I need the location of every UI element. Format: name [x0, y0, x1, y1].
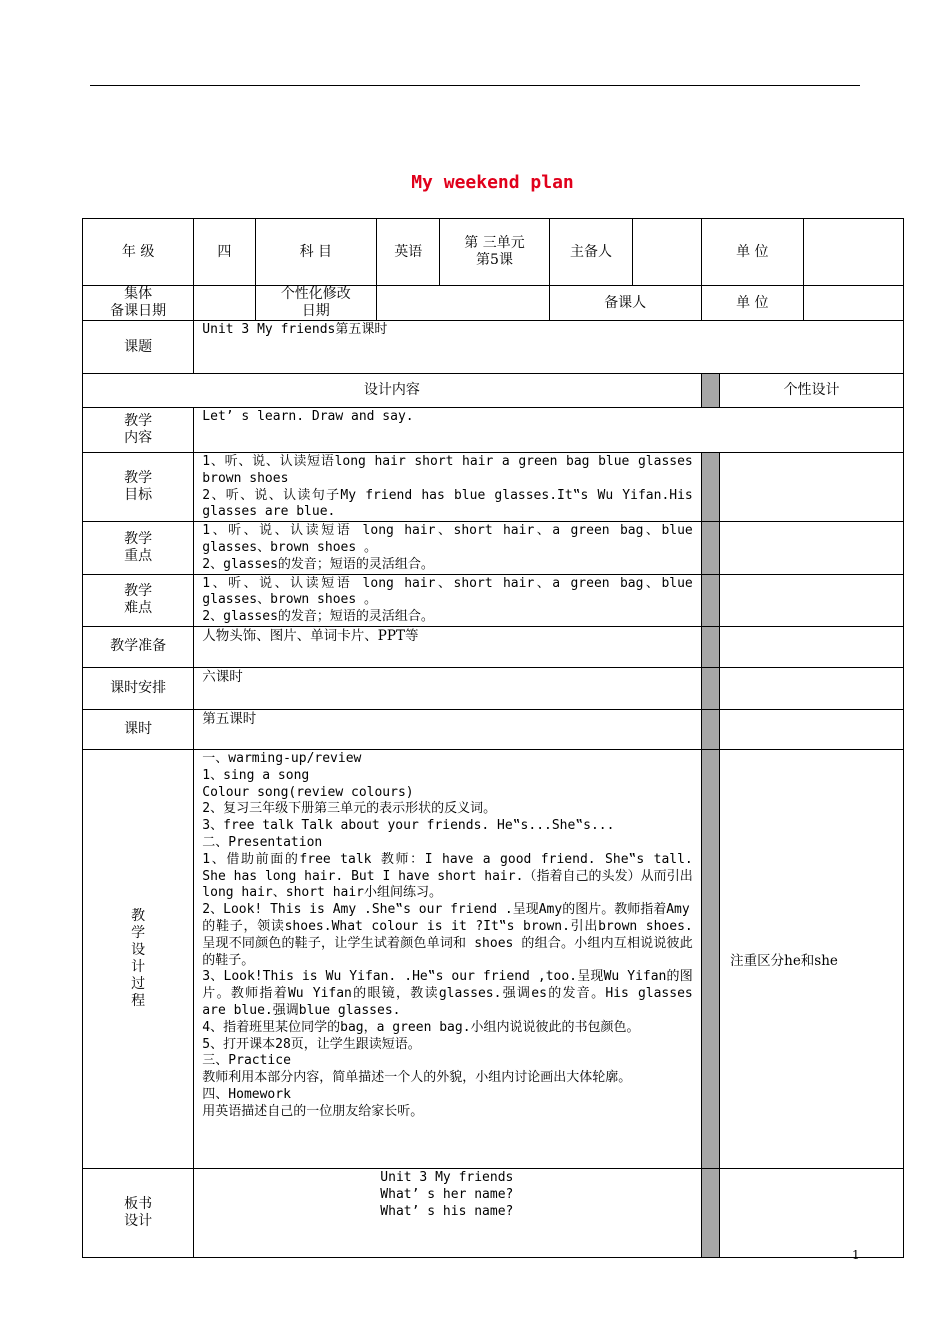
topic-row	[83, 321, 904, 374]
shaded-column	[701, 749, 719, 1168]
lesson-plan-table	[82, 218, 904, 1258]
board-row	[83, 1168, 904, 1257]
document-title: My weekend plan	[411, 172, 574, 193]
board-label	[83, 1168, 194, 1257]
board-label-line1: 板书	[124, 1195, 153, 1212]
header-row-1	[83, 219, 904, 286]
process-label-char: 设	[131, 941, 146, 958]
prep-label: 教学准备	[83, 626, 194, 667]
key-line: 1、听、说、认读短语 long hair、short hair、a green bag、blue glasses、brown shoes 。	[202, 523, 693, 555]
personal-design-header: 个性设计	[720, 374, 904, 408]
process-line: 一、warming-up/review	[202, 750, 362, 766]
prep-row	[83, 626, 904, 667]
unit-lesson-cell	[440, 219, 549, 286]
board-line: Unit 3 My friends	[380, 1169, 514, 1185]
period-text: 第五课时	[194, 709, 701, 749]
schedule-text: 六课时	[194, 667, 701, 709]
process-line: 5、打开课本28页，让学生跟读短语。	[202, 1036, 421, 1052]
process-line: 2、复习三年级下册第三单元的表示形状的反义词。	[202, 801, 497, 817]
process-line: 2、Look! This is Amy .She‟s our friend .呈现Amy的图片。教师指着Amy	[202, 902, 690, 918]
group-date-label-line1: 集体	[124, 286, 153, 302]
board-text	[194, 1168, 701, 1257]
schedule-label: 课时安排	[83, 667, 194, 709]
process-label-char: 程	[131, 992, 146, 1009]
content-text: Let’ s learn. Draw and say.	[194, 408, 904, 453]
personal-date-label	[255, 286, 377, 321]
prep-note	[720, 626, 904, 667]
process-line: 1、sing a song	[202, 767, 310, 783]
process-label	[83, 749, 194, 1168]
personal-date-value	[377, 286, 550, 321]
group-date-label	[83, 286, 194, 321]
difficult-note	[720, 574, 904, 626]
goals-label-line1: 教学	[124, 470, 153, 487]
process-line: 1、借助前面的free talk 教师：I have a good friend. She‟s tall. She has long hair. But I have short hair.（指着自己的头发）从而引出long hair、short hair小组间练习。	[202, 851, 693, 901]
process-line: 3、free talk Talk about your friends. He‟s...She‟s...	[202, 818, 615, 834]
preparer-value	[633, 219, 701, 286]
key-points-text	[194, 522, 701, 574]
process-line: 三、Practice	[202, 1053, 291, 1069]
process-line: 用英语描述自己的一位朋友给家长听。	[202, 1103, 424, 1119]
key-label-line2: 重点	[124, 547, 153, 564]
key-points-row	[83, 522, 904, 574]
unit-label: 单 位	[701, 219, 803, 286]
preparer-label: 主备人	[549, 219, 633, 286]
process-line: 的鞋子，领读shoes.What colour is it ?It‟s brown.引出brown shoes. 呈现不同颜色的鞋子，让学生试着颜色单词和 shoes 的组合。小组内互相说说彼此的鞋子。	[202, 918, 693, 968]
difficult-line: 2、glasses的发音；短语的灵活组合。	[202, 609, 434, 625]
schedule-note	[720, 667, 904, 709]
board-line: What’ s her name?	[380, 1186, 514, 1202]
key-note	[720, 522, 904, 574]
design-header-row	[83, 374, 904, 408]
process-line: Colour song(review colours)	[202, 784, 414, 800]
process-line: 四、Homework	[202, 1086, 291, 1102]
process-text	[194, 749, 701, 1168]
board-line: What’ s his name?	[380, 1203, 514, 1219]
process-label-char: 过	[131, 975, 146, 992]
prep-text: 人物头饰、图片、单词卡片、PPT等	[194, 626, 701, 667]
unit-label-2: 单 位	[701, 286, 803, 321]
process-label-char: 计	[131, 958, 146, 975]
process-line: 教师利用本部分内容，简单描述一个人的外貌，小组内讨论画出大体轮廓。	[202, 1070, 632, 1086]
period-note	[720, 709, 904, 749]
unit-number: 第 三单元	[464, 235, 525, 251]
page-number: 1	[852, 1248, 860, 1262]
goals-row	[83, 453, 904, 522]
process-line: 3、Look!This is Wu Yifan. .He‟s our friend ,too.呈现Wu Yifan的图片。教师指着Wu Yifan的眼镜，教读glasses.强调es的发音。His glasses are blue.强调blue glasses.	[202, 969, 693, 1018]
shaded-column	[701, 453, 719, 522]
group-date-label-line2: 备课日期	[110, 303, 167, 319]
difficult-label-line2: 难点	[124, 600, 153, 617]
content-row	[83, 408, 904, 453]
period-row	[83, 709, 904, 749]
subject-label: 科 目	[255, 219, 377, 286]
subject-value: 英语	[377, 219, 440, 286]
grade-label: 年 级	[83, 219, 194, 286]
personal-date-line1: 个性化修改	[280, 286, 351, 302]
content-label	[83, 408, 194, 453]
goals-label-line2: 目标	[124, 487, 153, 504]
goals-text	[194, 453, 701, 522]
process-line: 4、指着班里某位同学的bag，a green bag.小组内说说彼此的书包颜色。	[202, 1019, 640, 1035]
period-label: 课时	[83, 709, 194, 749]
content-label-line1: 教学	[124, 413, 153, 429]
board-label-line2: 设计	[124, 1212, 153, 1229]
process-row	[83, 749, 904, 1168]
process-label-char: 学	[131, 924, 146, 941]
lesson-number: 第5课	[476, 252, 513, 268]
grade-value: 四	[194, 219, 255, 286]
key-label-line1: 教学	[124, 530, 153, 547]
shaded-column	[701, 522, 719, 574]
difficult-points-row	[83, 574, 904, 626]
difficult-line: 1、听、说、认读短语 long hair、short hair、a green bag、blue glasses、brown shoes 。	[202, 575, 693, 608]
difficult-points-label	[83, 574, 194, 626]
goals-label	[83, 453, 194, 522]
topic-label: 课题	[83, 321, 194, 374]
unit-value-2	[803, 286, 903, 321]
difficult-label-line1: 教学	[124, 583, 153, 600]
shaded-column	[701, 667, 719, 709]
process-line: 二、Presentation	[202, 834, 323, 850]
goals-line: 1、听、说、认读短语long hair short hair a green bag blue glasses brown shoes	[202, 454, 693, 486]
group-date-value	[194, 286, 255, 321]
goals-note	[720, 453, 904, 522]
prep-person-label: 备课人	[549, 286, 701, 321]
shaded-column	[701, 574, 719, 626]
header-row-2	[83, 286, 904, 321]
topic-value: Unit 3 My friends第五课时	[194, 321, 904, 374]
design-content-header: 设计内容	[83, 374, 702, 408]
key-points-label	[83, 522, 194, 574]
content-label-line2: 内容	[124, 430, 153, 446]
process-note: 注重区分he和she	[720, 749, 904, 1168]
board-note	[720, 1168, 904, 1257]
shaded-column	[701, 374, 719, 408]
shaded-column	[701, 626, 719, 667]
shaded-column	[701, 709, 719, 749]
difficult-points-text	[194, 574, 701, 626]
unit-value	[803, 219, 903, 286]
goals-line: 2、听、说、认读句子My friend has blue glasses.It‟s Wu Yifan.His glasses are blue.	[202, 487, 693, 520]
schedule-row	[83, 667, 904, 709]
header-rule	[90, 85, 860, 86]
process-label-char: 教	[131, 907, 146, 924]
shaded-column	[701, 1168, 719, 1257]
key-line: 2、glasses的发音；短语的灵活组合。	[202, 556, 434, 572]
personal-date-line2: 日期	[301, 303, 330, 319]
